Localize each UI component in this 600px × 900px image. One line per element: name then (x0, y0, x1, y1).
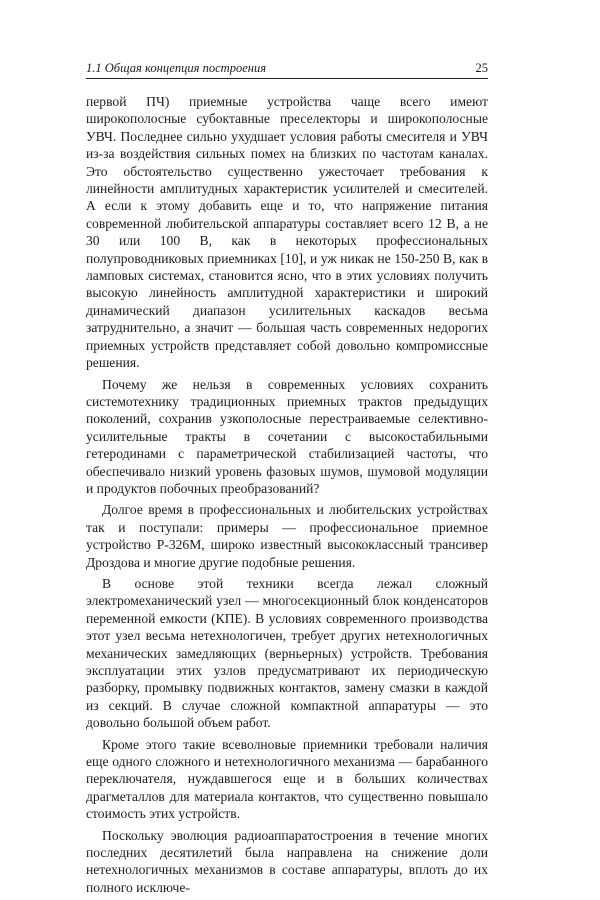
paragraph: Долгое время в профессиональных и любительских устройствах так и поступали: примеры — профессиональное приемное устройство Р-326М, широко известный высококлассный трансивер Дроздова и многие другие подобные решения. (86, 502, 488, 570)
paragraph: Почему же нельзя в современных условиях сохранить системотехнику традиционных приемных трактов предыдущих поколений, сохранив узкополосные перестраиваемые селективно-усилительные тракты в сочетании с высокостабильными гетеродинами с параметрической стабилизацией частоты, что обеспечивало низкий уровень фазовых шумов, шумовой модуляции и продуктов побочных преобразований? (86, 376, 488, 496)
running-head (86, 58, 488, 79)
paragraph: Кроме этого такие всеволновые приемники требовали наличия еще одного сложного и нетехнологичного механизма — барабанного переключателя, нуждавшегося еще и в больших количествах драгметаллов для материала контактов, что существенно повышало стоимость этих устройств. (86, 736, 488, 822)
paragraph-continued: первой ПЧ) приемные устройства чаще всего имеют широкополосные субоктавные преселекторы и широкополосные УВЧ. Последнее сильно ухудшает условия работы смесителя и УВЧ из-за воздействия сильных помех на близких по частотам каналах. Это обстоятельство существенно ужесточает требования к линейности амплитудных характеристик усилителей и смесителей. А если к этому добавить еще и то, что напряжение питания современной любительской аппаратуры составляет всего 12 В, а не 30 или 100 В, как в некоторых профессиональных полупроводниковых приемниках [10], и уж никак не 150-250 В, как в ламповых системах, становится ясно, что в этих условиях получить высокую линейность амплитудной характеристики и широкий динамический диапазон усилительных каскадов весьма затруднительно, а значит — большая часть современных недорогих приемных устройств представляет собой довольно компромиссные решения. (86, 94, 488, 371)
paragraph: В основе этой техники всегда лежал сложный электромеханический узел — многосекционный блок конденсаторов переменной емкости (КПЕ). В условиях современного производства этот узел весьма нетехнологичен, требует других нетехнологичных механических замедляющих (верньерных) устройств. Требования эксплуатации этих узлов предусматривают их периодическую разборку, промывку подвижных контактов, замену смазки в каждой из секций. В случае сложной компактной аппаратуры — это довольно большой объем работ. (86, 575, 488, 731)
body-text (86, 93, 488, 896)
paragraph: Поскольку эволюция радиоаппаратостроения в течение многих последних десятилетий была направлена на снижение доли нетехнологичных механизмов в составе аппаратуры, вплоть до их полного исключе- (86, 827, 488, 895)
section-title: 1.1 Общая концепция построения (86, 61, 266, 75)
page-number: 25 (475, 61, 488, 75)
book-page (86, 58, 488, 900)
